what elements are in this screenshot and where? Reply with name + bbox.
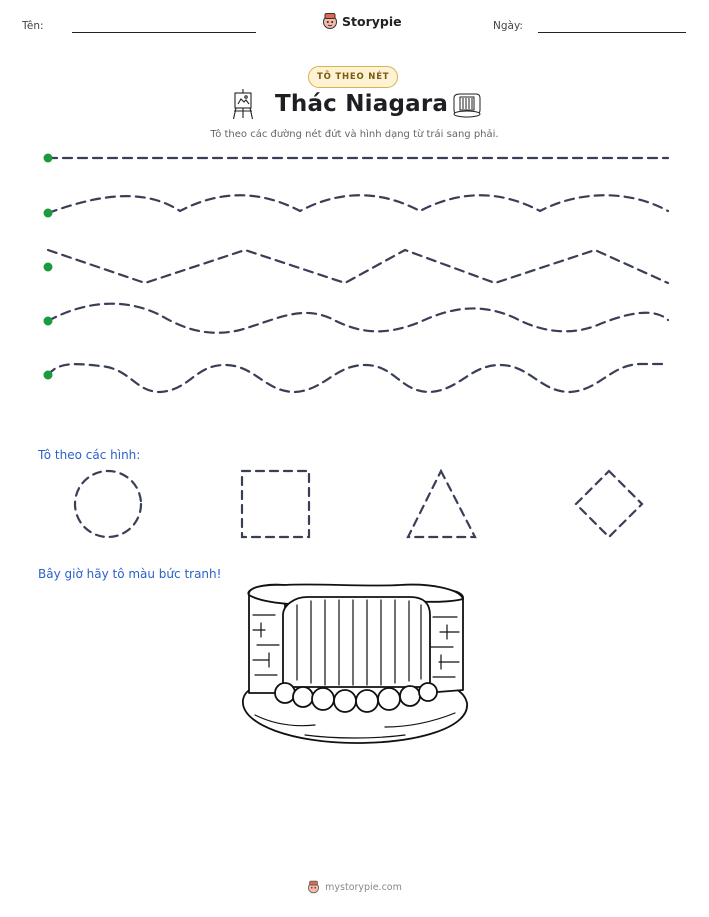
start-dot xyxy=(44,154,53,163)
instruction-text: Tô theo các đường nét đứt và hình dạng từ trái sang phải. xyxy=(210,129,499,140)
start-dot xyxy=(44,317,53,326)
footer-url[interactable]: mystorypie.com xyxy=(325,881,402,893)
name-label: Tên: xyxy=(22,20,44,32)
start-dot xyxy=(44,263,53,272)
trace-triangle xyxy=(408,471,475,537)
page-title: Thác Niagara xyxy=(275,91,449,117)
trace-square xyxy=(242,471,309,537)
trace-line-wave xyxy=(48,195,668,213)
tracing-lines xyxy=(0,0,709,420)
coloring-section-label: Bây giờ hãy tô màu bức tranh! xyxy=(38,567,222,581)
footer xyxy=(0,880,709,894)
trace-line-zigzag xyxy=(48,250,668,283)
storypie-mascot-icon xyxy=(307,880,320,894)
start-dot xyxy=(44,209,53,218)
waterfall-coloring-picture xyxy=(235,575,475,750)
shapes-section-label: Tô theo các hình: xyxy=(38,448,141,462)
start-dot xyxy=(44,371,53,380)
brand-name: Storypie xyxy=(342,13,402,29)
date-label: Ngày: xyxy=(493,20,523,32)
trace-diamond xyxy=(576,471,642,537)
trace-shapes xyxy=(0,460,709,550)
trace-line-wave-large xyxy=(48,304,668,333)
activity-badge-label: TÔ THEO NÉT xyxy=(308,66,398,88)
trace-circle xyxy=(75,471,141,537)
trace-line-wave-deep xyxy=(48,364,668,392)
